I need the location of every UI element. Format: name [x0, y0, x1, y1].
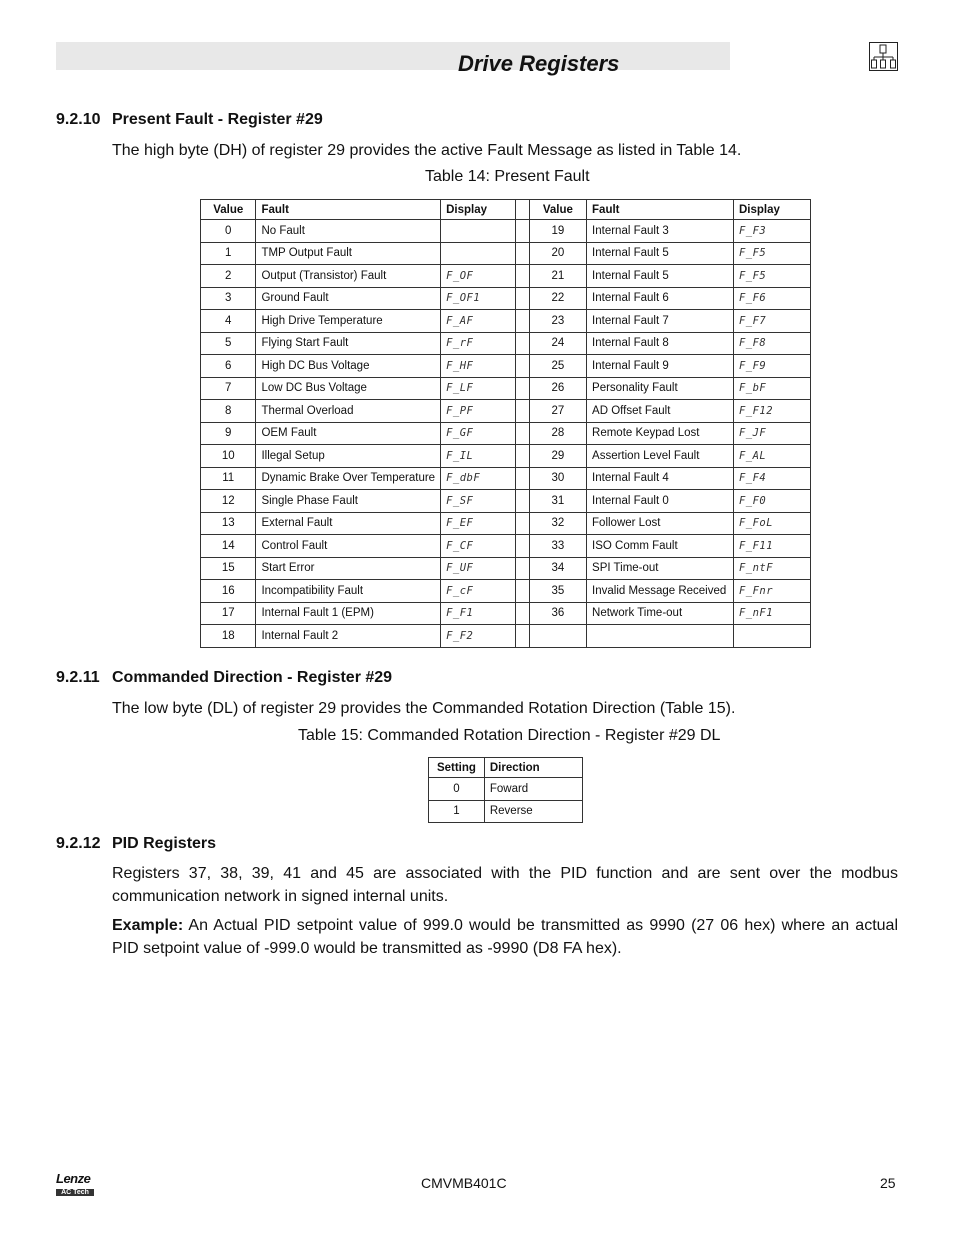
- table-row: [201, 512, 811, 535]
- fault-cell: Internal Fault 3: [587, 220, 734, 243]
- column-gap: [516, 400, 530, 423]
- fault-cell: Start Error: [256, 557, 441, 580]
- fault-cell: Ground Fault: [256, 287, 441, 310]
- display-code-cell: F_bF: [733, 377, 810, 400]
- value-cell: 13: [201, 512, 256, 535]
- table-row: [201, 535, 811, 558]
- display-code-cell: F_GF: [441, 422, 516, 445]
- direction-cell: Reverse: [484, 800, 582, 823]
- value-cell: 20: [529, 242, 586, 265]
- display-code-cell: F_Fnr: [733, 580, 810, 603]
- value-cell: 8: [201, 400, 256, 423]
- table-row: [201, 400, 811, 423]
- value-cell: 33: [529, 535, 586, 558]
- table-row: [201, 242, 811, 265]
- display-code-cell: F_F4: [733, 467, 810, 490]
- present-fault-description: The high byte (DH) of register 29 provides the active Fault Message as listed in Table 14.: [112, 142, 742, 159]
- value-cell: 17: [201, 602, 256, 625]
- column-gap: [516, 625, 530, 648]
- fault-cell: AD Offset Fault: [587, 400, 734, 423]
- fault-cell: Incompatibility Fault: [256, 580, 441, 603]
- value-cell: 25: [529, 355, 586, 378]
- fault-cell: Internal Fault 7: [587, 310, 734, 333]
- column-gap: [516, 557, 530, 580]
- direction-cell: Foward: [484, 778, 582, 801]
- value-cell: 19: [529, 220, 586, 243]
- commanded-direction-table: [428, 757, 583, 823]
- fault-cell: Internal Fault 5: [587, 242, 734, 265]
- table-row: [201, 602, 811, 625]
- value-cell: 6: [201, 355, 256, 378]
- display-code-cell: F_F0: [733, 490, 810, 513]
- value-cell: 11: [201, 467, 256, 490]
- setting-cell: 0: [429, 778, 485, 801]
- display-code-cell: F_PF: [441, 400, 516, 423]
- display-code-cell: [441, 220, 516, 243]
- display-code-cell: F_F11: [733, 535, 810, 558]
- setting-cell: 1: [429, 800, 485, 823]
- fault-cell: Internal Fault 9: [587, 355, 734, 378]
- value-cell: 36: [529, 602, 586, 625]
- display-code-cell: F_AL: [733, 445, 810, 468]
- value-cell: 15: [201, 557, 256, 580]
- pid-registers-description: Registers 37, 38, 39, 41 and 45 are associated with the PID function and are sent over the modbus communication network in signed internal units.: [112, 865, 898, 905]
- fault-cell: High Drive Temperature: [256, 310, 441, 333]
- page-number: 25: [880, 1175, 896, 1191]
- display-code-cell: F_F12: [733, 400, 810, 423]
- fault-cell: No Fault: [256, 220, 441, 243]
- column-header: Display: [441, 200, 516, 220]
- value-cell: 29: [529, 445, 586, 468]
- value-cell: 31: [529, 490, 586, 513]
- column-gap: [516, 445, 530, 468]
- display-code-cell: F_F6: [733, 287, 810, 310]
- fault-cell: TMP Output Fault: [256, 242, 441, 265]
- column-gap: [516, 242, 530, 265]
- fault-cell: Follower Lost: [587, 512, 734, 535]
- display-code-cell: F_F1: [441, 602, 516, 625]
- fault-cell: Invalid Message Received: [587, 580, 734, 603]
- value-cell: 35: [529, 580, 586, 603]
- fault-cell: Flying Start Fault: [256, 332, 441, 355]
- table-row: [201, 445, 811, 468]
- fault-cell: [587, 625, 734, 648]
- column-gap: [516, 220, 530, 243]
- display-code-cell: F_F5: [733, 265, 810, 288]
- column-gap: [516, 355, 530, 378]
- value-cell: 32: [529, 512, 586, 535]
- table-row: [429, 778, 583, 801]
- column-gap: [516, 310, 530, 333]
- value-cell: [529, 625, 586, 648]
- value-cell: 22: [529, 287, 586, 310]
- value-cell: 4: [201, 310, 256, 333]
- table-row: [201, 422, 811, 445]
- column-header: Value: [529, 200, 586, 220]
- display-code-cell: F_IL: [441, 445, 516, 468]
- display-code-cell: F_SF: [441, 490, 516, 513]
- example-text: An Actual PID setpoint value of 999.0 would be transmitted as 9990 (27 06 hex) where an actual PID setpoint value of -999.0 would be transmitted as -9990 (D8 FA hex).: [112, 917, 898, 957]
- table-row: [201, 265, 811, 288]
- column-gap: [516, 200, 530, 220]
- table-row: [201, 332, 811, 355]
- value-cell: 0: [201, 220, 256, 243]
- document-code: CMVMB401C: [421, 1175, 507, 1191]
- column-gap: [516, 265, 530, 288]
- column-gap: [516, 422, 530, 445]
- fault-cell: Internal Fault 4: [587, 467, 734, 490]
- display-code-cell: F_F5: [733, 242, 810, 265]
- fault-cell: Illegal Setup: [256, 445, 441, 468]
- display-code-cell: F_OF: [441, 265, 516, 288]
- value-cell: 3: [201, 287, 256, 310]
- display-code-cell: F_cF: [441, 580, 516, 603]
- fault-cell: Network Time-out: [587, 602, 734, 625]
- fault-cell: Output (Transistor) Fault: [256, 265, 441, 288]
- table-header-row: [429, 758, 583, 778]
- value-cell: 30: [529, 467, 586, 490]
- display-code-cell: F_F3: [733, 220, 810, 243]
- value-cell: 2: [201, 265, 256, 288]
- display-code-cell: F_AF: [441, 310, 516, 333]
- value-cell: 9: [201, 422, 256, 445]
- display-code-cell: F_F7: [733, 310, 810, 333]
- column-gap: [516, 377, 530, 400]
- display-code-cell: F_ntF: [733, 557, 810, 580]
- fault-cell: Dynamic Brake Over Temperature: [256, 467, 441, 490]
- column-header: Value: [201, 200, 256, 220]
- fault-cell: Internal Fault 5: [587, 265, 734, 288]
- commanded-direction-description: The low byte (DL) of register 29 provides the Commanded Rotation Direction (Table 15).: [112, 700, 736, 717]
- value-cell: 5: [201, 332, 256, 355]
- fault-cell: Internal Fault 1 (EPM): [256, 602, 441, 625]
- fault-cell: Personality Fault: [587, 377, 734, 400]
- table-row: [201, 355, 811, 378]
- pid-example-paragraph: [112, 914, 898, 960]
- value-cell: 26: [529, 377, 586, 400]
- fault-cell: Internal Fault 0: [587, 490, 734, 513]
- table-row: [201, 625, 811, 648]
- fault-cell: Internal Fault 2: [256, 625, 441, 648]
- fault-cell: External Fault: [256, 512, 441, 535]
- table-row: [201, 580, 811, 603]
- fault-cell: SPI Time-out: [587, 557, 734, 580]
- display-code-cell: F_F2: [441, 625, 516, 648]
- column-gap: [516, 467, 530, 490]
- table-row: [429, 800, 583, 823]
- fault-cell: ISO Comm Fault: [587, 535, 734, 558]
- column-gap: [516, 535, 530, 558]
- column-gap: [516, 332, 530, 355]
- column-gap: [516, 287, 530, 310]
- value-cell: 23: [529, 310, 586, 333]
- value-cell: 18: [201, 625, 256, 648]
- display-code-cell: F_UF: [441, 557, 516, 580]
- fault-cell: Assertion Level Fault: [587, 445, 734, 468]
- table-row: [201, 310, 811, 333]
- column-gap: [516, 490, 530, 513]
- column-header: Display: [733, 200, 810, 220]
- column-gap: [516, 512, 530, 535]
- table-row: [201, 467, 811, 490]
- value-cell: 24: [529, 332, 586, 355]
- value-cell: 21: [529, 265, 586, 288]
- value-cell: 10: [201, 445, 256, 468]
- display-code-cell: F_HF: [441, 355, 516, 378]
- value-cell: 27: [529, 400, 586, 423]
- fault-cell: Thermal Overload: [256, 400, 441, 423]
- value-cell: 14: [201, 535, 256, 558]
- value-cell: 28: [529, 422, 586, 445]
- display-code-cell: F_LF: [441, 377, 516, 400]
- value-cell: 12: [201, 490, 256, 513]
- header-bar: [56, 42, 730, 70]
- table-row: [201, 220, 811, 243]
- example-label: Example:: [112, 917, 184, 934]
- column-header: Fault: [587, 200, 734, 220]
- table-row: [201, 557, 811, 580]
- column-gap: [516, 602, 530, 625]
- fault-cell: Control Fault: [256, 535, 441, 558]
- display-code-cell: F_F8: [733, 332, 810, 355]
- present-fault-table: [200, 199, 811, 648]
- table-header-row: [201, 200, 811, 220]
- table15-caption: Table 15: Commanded Rotation Direction - Register #29 DL: [298, 727, 721, 744]
- column-header: Setting: [429, 758, 485, 778]
- display-code-cell: [441, 242, 516, 265]
- fault-cell: Internal Fault 6: [587, 287, 734, 310]
- column-header: Fault: [256, 200, 441, 220]
- display-code-cell: [733, 625, 810, 648]
- column-header: Direction: [484, 758, 582, 778]
- value-cell: 7: [201, 377, 256, 400]
- fault-cell: OEM Fault: [256, 422, 441, 445]
- table-row: [201, 490, 811, 513]
- network-icon: [869, 42, 898, 71]
- display-code-cell: F_JF: [733, 422, 810, 445]
- section-heading-commanded-direction: 9.2.11 Commanded Direction - Register #29: [56, 669, 393, 686]
- value-cell: 16: [201, 580, 256, 603]
- page-title: Drive Registers: [458, 51, 620, 76]
- value-cell: 34: [529, 557, 586, 580]
- display-code-cell: F_rF: [441, 332, 516, 355]
- display-code-cell: F_F9: [733, 355, 810, 378]
- lenze-logo: Lenze AC Tech: [56, 1170, 94, 1196]
- fault-cell: Internal Fault 8: [587, 332, 734, 355]
- table-row: [201, 377, 811, 400]
- display-code-cell: F_CF: [441, 535, 516, 558]
- display-code-cell: F_OF1: [441, 287, 516, 310]
- display-code-cell: F_FoL: [733, 512, 810, 535]
- fault-cell: High DC Bus Voltage: [256, 355, 441, 378]
- fault-cell: Low DC Bus Voltage: [256, 377, 441, 400]
- fault-cell: Single Phase Fault: [256, 490, 441, 513]
- display-code-cell: F_dbF: [441, 467, 516, 490]
- table-row: [201, 287, 811, 310]
- table14-caption: Table 14: Present Fault: [425, 168, 590, 185]
- fault-cell: Remote Keypad Lost: [587, 422, 734, 445]
- section-heading-present-fault: 9.2.10 Present Fault - Register #29: [56, 111, 323, 128]
- section-heading-pid-registers: 9.2.12 PID Registers: [56, 835, 217, 852]
- column-gap: [516, 580, 530, 603]
- display-code-cell: F_EF: [441, 512, 516, 535]
- display-code-cell: F_nF1: [733, 602, 810, 625]
- value-cell: 1: [201, 242, 256, 265]
